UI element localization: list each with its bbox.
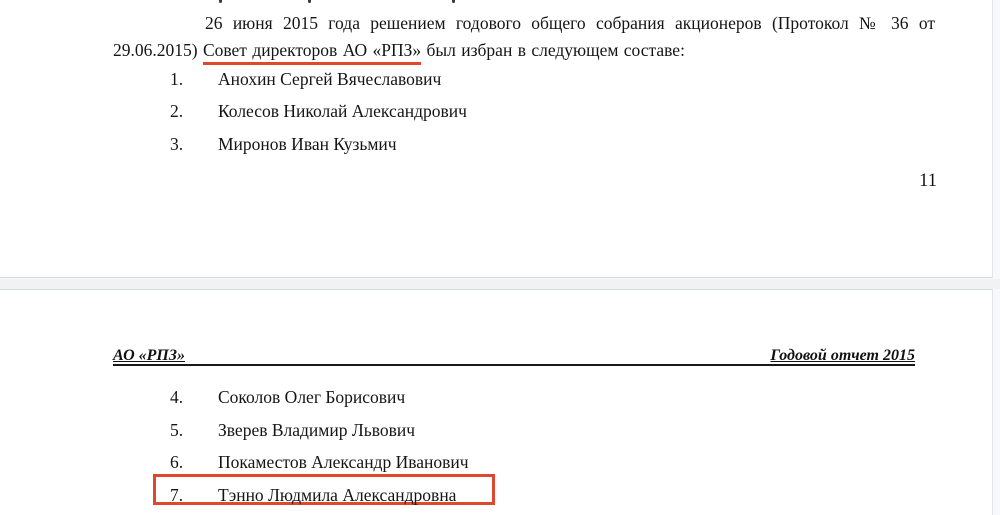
list-item-number: 6.	[170, 452, 184, 472]
cropped-line-fragment	[452, 0, 455, 3]
list-item-number: 5.	[170, 420, 184, 440]
list-item	[170, 134, 397, 154]
page-break-gap	[0, 279, 1000, 289]
list-item-name: Соколов Олег Борисович	[218, 387, 406, 407]
cropped-line-fragment	[308, 0, 311, 3]
page-number: 11	[919, 171, 937, 191]
list-item-name: Миронов Иван Кузьмич	[218, 134, 397, 154]
list-item-number: 7.	[170, 485, 184, 505]
list-item	[170, 420, 415, 440]
list-item-highlighted	[170, 485, 456, 505]
list-item-name: Покаместов Александр Иванович	[218, 452, 469, 472]
cropped-line-fragment	[219, 0, 222, 3]
document-page-2	[0, 289, 993, 515]
list-item-number: 2.	[170, 101, 184, 121]
list-item	[170, 101, 467, 121]
list-item-name: Анохин Сергей Вячеславович	[218, 69, 442, 89]
list-item-name: Тэнно Людмила Александровна	[218, 485, 457, 505]
header-company-name: АО «РПЗ»	[113, 347, 185, 364]
list-item	[170, 452, 469, 472]
running-header	[113, 347, 915, 366]
paragraph-line-1: 26 июня 2015 года решением годового общего собрания акционеров (Протокол № 36 от	[205, 13, 935, 33]
paragraph-line-2	[113, 37, 935, 64]
board-election-paragraph	[113, 10, 935, 63]
list-item	[170, 387, 405, 407]
paragraph-line-2-prefix: 29.06.2015)	[113, 39, 203, 60]
red-underlined-text: Совет директоров АО «РПЗ»	[203, 40, 421, 65]
list-item	[170, 69, 441, 89]
list-item-number: 3.	[170, 134, 184, 154]
list-item-name: Колесов Николай Александрович	[218, 101, 467, 121]
paragraph-line-2-suffix: был избран в следующем составе:	[421, 39, 685, 60]
list-item-name: Зверев Владимир Львович	[218, 420, 416, 440]
list-item-number: 1.	[170, 69, 184, 89]
header-report-title: Годовой отчет 2015	[770, 347, 915, 364]
list-item-number: 4.	[170, 387, 184, 407]
